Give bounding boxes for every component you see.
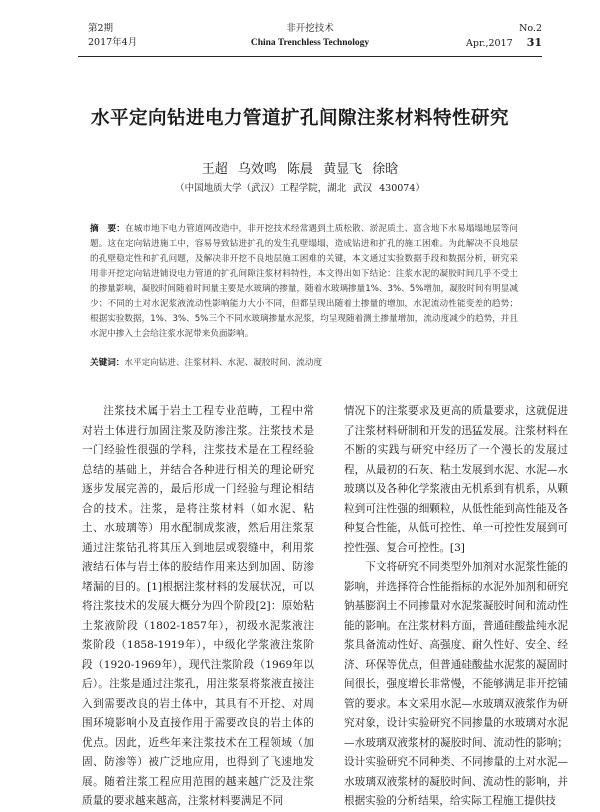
header-right	[466, 22, 542, 51]
article-title: 水平定向钻进电力管道扩孔间隙注浆材料特性研究	[90, 108, 509, 129]
page-number: 31	[526, 36, 542, 49]
issue-no: No.2	[519, 23, 542, 34]
journal-cn: 非开挖技术	[286, 23, 334, 34]
keywords	[90, 356, 518, 371]
date-cn: 2017年4月	[88, 37, 138, 48]
authors: 王超 乌效鸣 陈晨 黄显飞 徐晗	[201, 162, 399, 177]
body-right-column	[344, 402, 568, 812]
keywords-label: 关键词：	[90, 358, 125, 368]
abstract-text: 在城市地下电力管道网改造中，非开挖技术经常遇到土质松散、淤泥质土、富含地下水易塌塌地层等问题。这在定向钻进施工中，容易导致钻进扩孔的发生孔壁塌塌，造成钻进和扩孔的施工困难。为此解决不良地层的孔壁稳定性和扩孔问题，及解决非开挖不良地层施工困难的关键，本文通过实验数据手段和数据分析，研究采用非开挖定向钻进铺设电力管道的扩孔间隙注浆材料特性，本文得出如下结论：注浆水泥的凝胶时间几乎不受土的掺量影响，凝胶时间随着时间量主要是水玻璃的掺量，随着水玻璃掺量1%、3%、5%增加，凝胶时间有明显减少；不同的土对水泥浆液流动性影响能力大小不同，但都呈现出随着土掺量的增加，水泥流动性能变差的趋势；根据实验数据，1%、3%、5%三个不同水玻璃掺量水泥浆，均呈现随着测土掺量增加，流动度减少的趋势，并且水泥中掺入土会给注浆水泥带来负面影响。	[90, 224, 518, 339]
issue-cn: 第2期	[88, 23, 114, 34]
abstract	[90, 222, 518, 342]
body-paragraph: 注浆技术属于岩土工程专业范畴，工程中常对岩土体进行加固注浆及防渗注浆。注浆技术是一门经验性很强的学科，注浆技术是在工程经验总结的基础上，并结合各种进行相关的理论研究逐步发展完善的，最后形成一门经验与理论相结合的技术。注浆，是将注浆材料（如水泥、粘土、水玻璃等）用水配制成浆液，然后用注浆泵通过注浆钻孔将其压入到地层或裂缝中，利用浆液结石体与岩土体的胶结作用来达到加固、防渗堵漏的目的。[1]根据注浆材料的发展状况，可以将注浆技术的发展大概分为四个阶段[2]：原始粘土浆液阶段（1802-1857年），初级水泥浆液注浆阶段（1858-1919年），中级化学浆液注浆阶段（1920-1969年），现代注浆阶段（1969年以后）。注浆是通过注浆孔，用注浆泵将浆液直接注入到需要改良的岩土体中，其具有不开挖、对周围环境影响小及直接作用于需要改良的岩土体的优点。因此，近些年来注浆技术在工程领域（加固、防渗等）被广泛地应用，也得到了飞速地发展。随着注浆工程应用范围的越来越广泛及注浆质量的要求越来越高，注浆材料要满足不同	[82, 405, 314, 807]
affiliation: （中国地质大学（武汉）工程学院，湖北 武汉 430074）	[175, 183, 425, 194]
keywords-text: 水平定向钻进、注浆材料、水泥、凝胶时间、流动度	[124, 358, 323, 368]
journal-en: China Trenchless Technology	[250, 38, 370, 48]
page-header	[78, 20, 542, 57]
body-paragraph: 情况下的注浆要求及更高的质量要求，这就促进了注浆材料研制和开发的迅猛发展。注浆材料在不断的实践与研究中经历了一个漫长的发展过程，从最初的石灰、粘土发展到水泥、水泥—水玻璃以及各种化学浆液由无机系到有机系，从颗粒到可注性强的细颗粒，从低性能到高性能及各种复合性能，从低可控性、单一可控性发展到可控性强、复合可控性。[3]	[344, 405, 568, 554]
body-left-column	[82, 402, 314, 812]
abstract-label: 摘 要：	[90, 224, 125, 234]
body-paragraph: 下文将研究不同类型外加剂对水泥浆性能的影响，并选择符合性能指标的水泥外加剂和研究钠基膨润土不同掺量对水泥浆凝胶时间和流动性能的影响。在注浆材料方面，普通硅酸盐纯水泥浆具备流动性好、高强度、耐久性好、安全、经济、环保等优点，但普通硅酸盐水泥浆的凝固时间很长，强度增长非常慢，不能够满足非开挖铺管的要求。本文采用水泥—水玻璃双液浆作为研究对象，设计实验研究不同掺量的水玻璃对水泥—水玻璃双液浆材的凝胶时间、流动性的影响；设计实验研究不同种类、不同掺量的土对水泥—水玻璃双液浆材的凝胶时间、流动性的影响，并根据实验的分析结果，给实际工程施工提供技	[344, 561, 568, 807]
date-en: Apr.,2017	[466, 38, 513, 49]
